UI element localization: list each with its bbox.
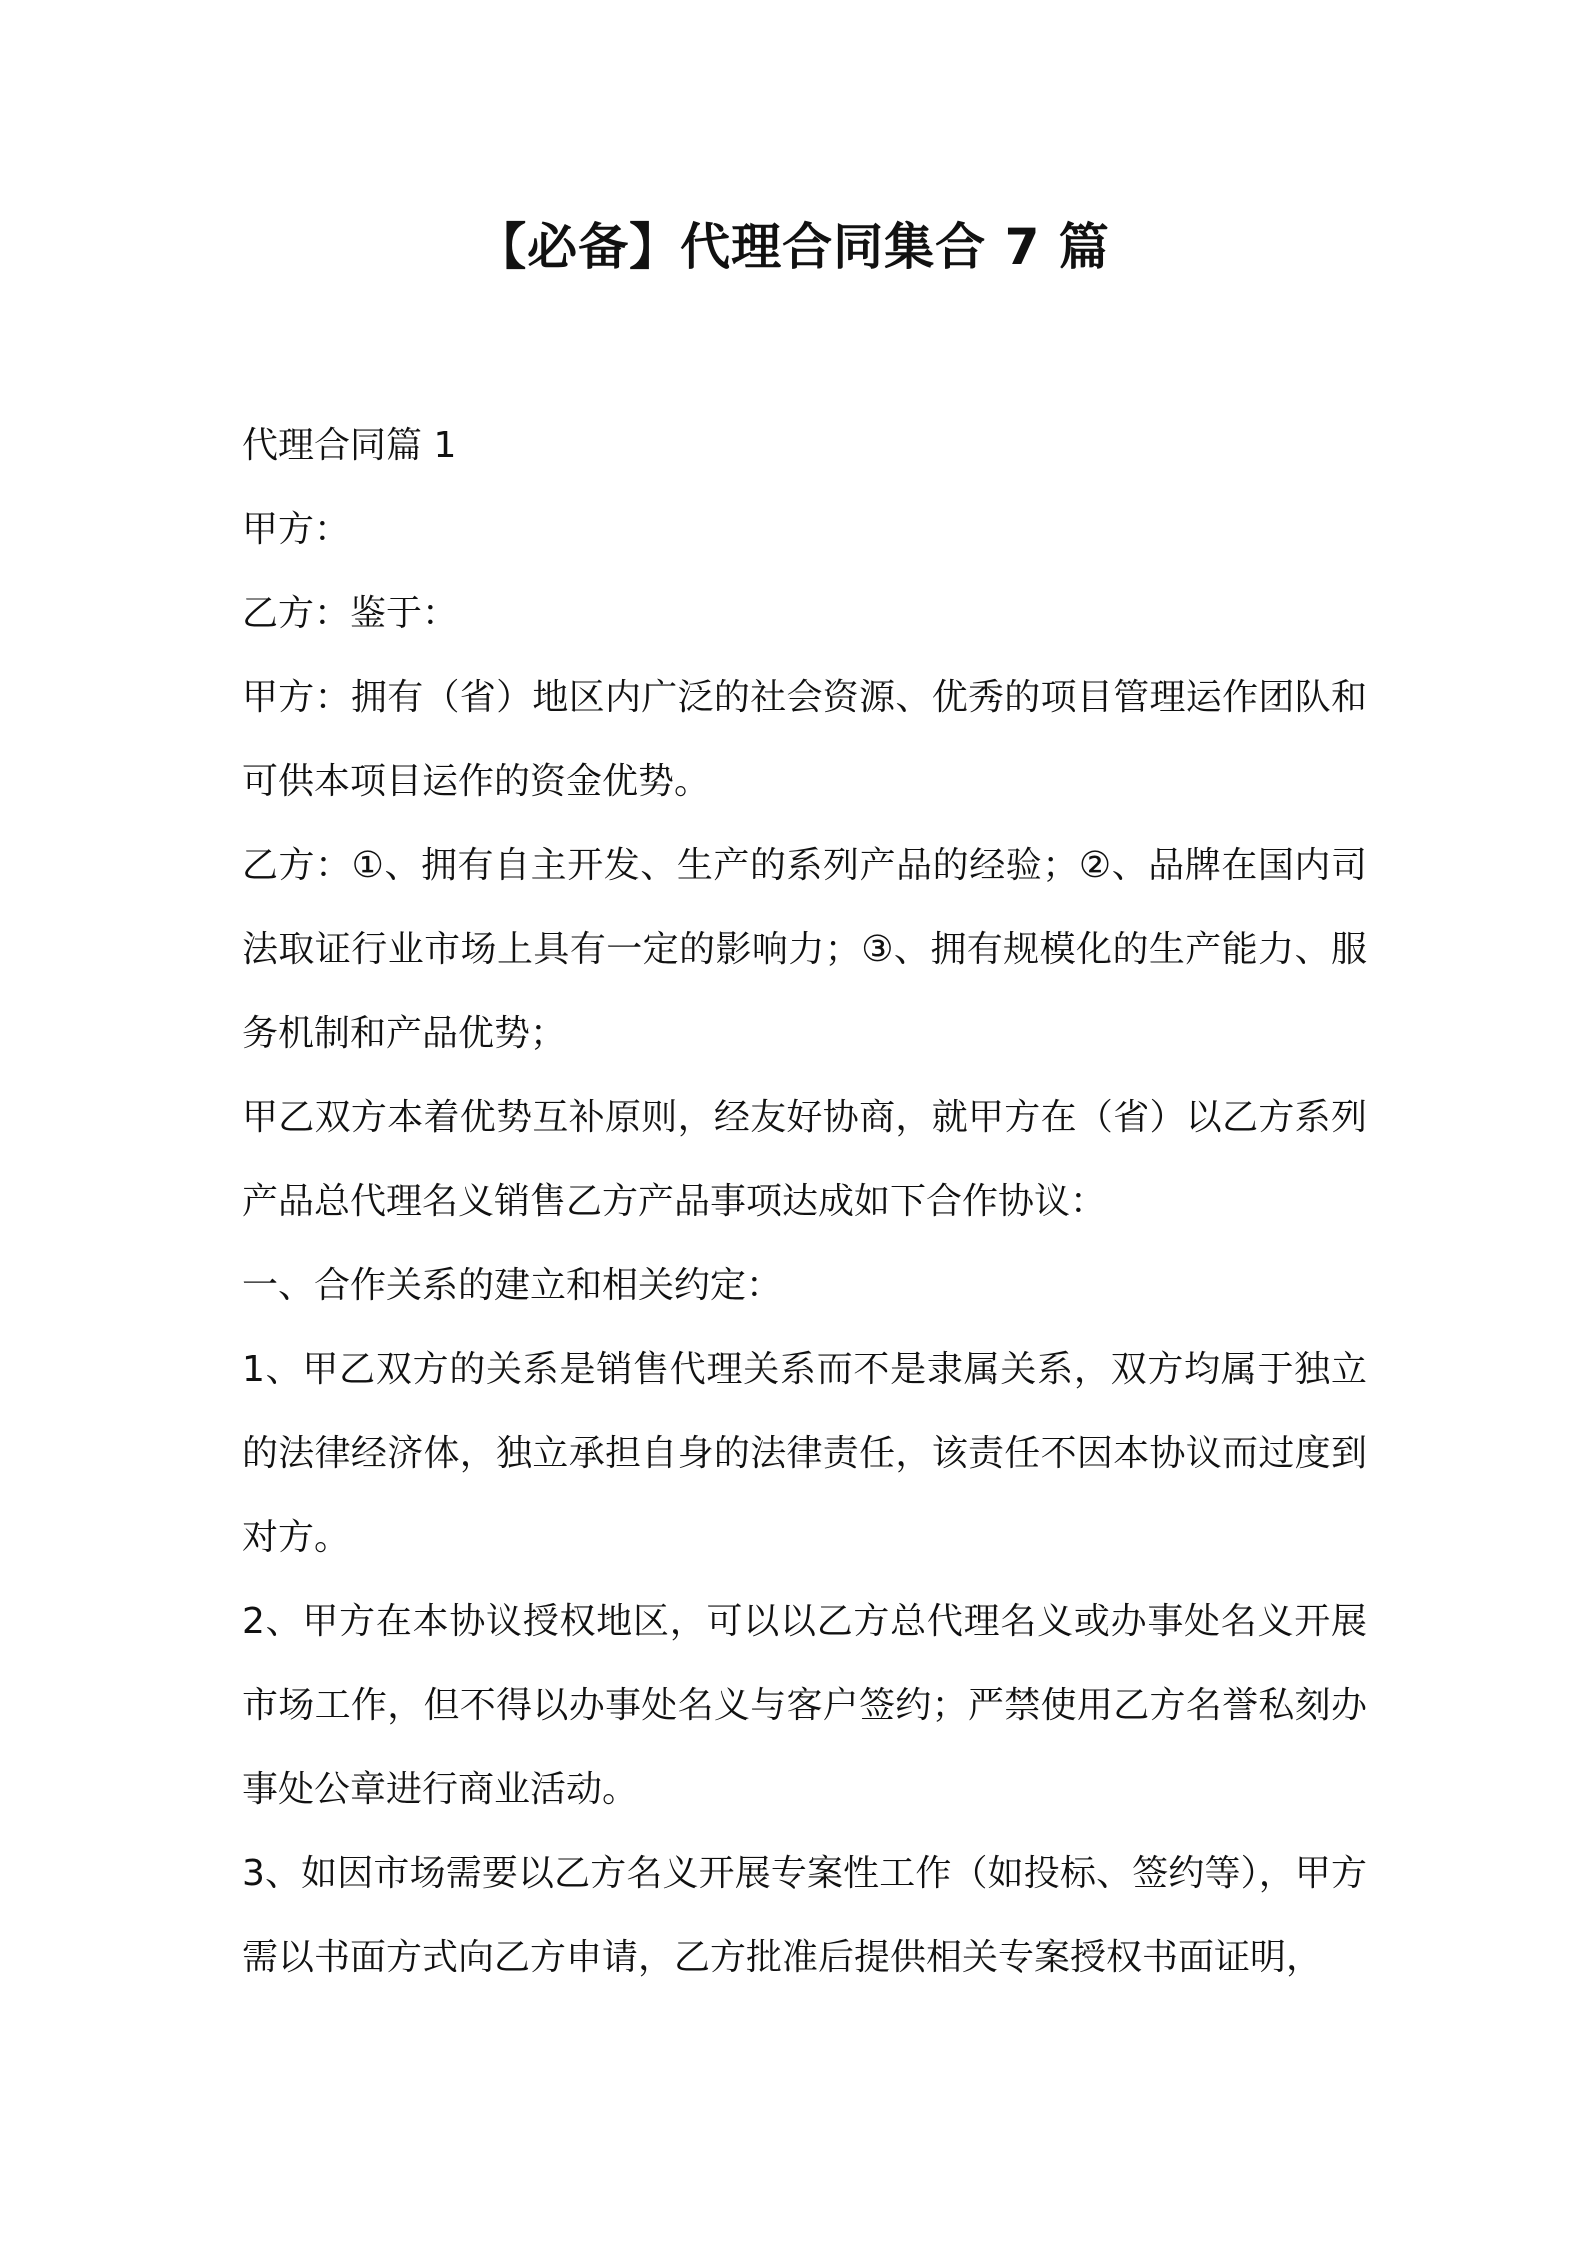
document-title: 【必备】代理合同集合 7 篇	[476, 218, 1110, 276]
clause-1-2: 2、甲方在本协议授权地区，可以以乙方总代理名义或办事处名义开展市场工作，但不得以办事处名义与客户签约；严禁使用乙方名誉私刻办事处公章进行商业活动。	[242, 1601, 1367, 1810]
clause-1-3: 3、如因市场需要以乙方名义开展专案性工作（如投标、签约等），甲方需以书面方式向乙方申请，乙方批准后提供相关专案授权书面证明，	[242, 1853, 1367, 1978]
clause-1-1: 1、甲乙双方的关系是销售代理关系而不是隶属关系，双方均属于独立的法律经济体，独立承担自身的法律责任，该责任不因本协议而过度到对方。	[242, 1349, 1367, 1558]
clause-heading-1: 一、合作关系的建立和相关约定：	[242, 1265, 783, 1306]
document-body	[242, 404, 1367, 2000]
section-heading: 代理合同篇 1	[242, 425, 457, 466]
party-b-description: 乙方：①、拥有自主开发、生产的系列产品的经验；②、品牌在国内司法取证行业市场上具有一定的影响力；③、拥有规模化的生产能力、服务机制和产品优势；	[242, 845, 1367, 1054]
party-a-description: 甲方：拥有（省）地区内广泛的社会资源、优秀的项目管理运作团队和可供本项目运作的资金优势。	[242, 677, 1367, 802]
agreement-preamble: 甲乙双方本着优势互补原则，经友好协商，就甲方在（省）以乙方系列产品总代理名义销售乙方产品事项达成如下合作协议：	[242, 1097, 1367, 1222]
party-a-line: 甲方：	[242, 509, 351, 550]
party-b-line: 乙方：鉴于：	[242, 593, 459, 634]
